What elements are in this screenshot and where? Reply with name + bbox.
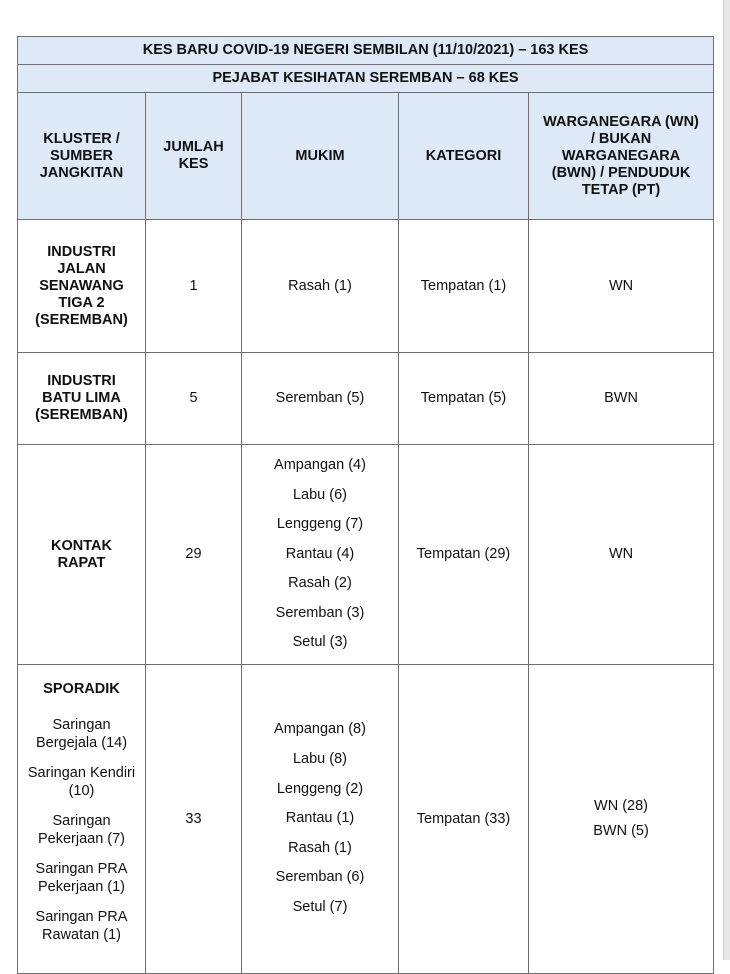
- table-row: [18, 445, 714, 665]
- mukim-item: Seremban (6): [275, 869, 365, 886]
- jumlah-cell: 1: [146, 220, 242, 353]
- column-header-row: [18, 93, 714, 220]
- detail-item: Saringan PRA Pekerjaan (1): [35, 861, 128, 895]
- mukim-cell: Seremban (5): [242, 353, 399, 445]
- table-row: [18, 353, 714, 445]
- kluster-title: SPORADIK: [43, 681, 120, 697]
- mukim-item: Rasah (2): [288, 575, 352, 592]
- header-mukim: MUKIM: [242, 93, 399, 220]
- kluster-cell: INDUSTRI BATU LIMA (SEREMBAN): [18, 353, 146, 445]
- header-kluster: KLUSTER / SUMBER JANGKITAN: [18, 93, 146, 220]
- jumlah-cell: 5: [146, 353, 242, 445]
- mukim-cell: Rasah (1): [242, 220, 399, 353]
- detail-item: Saringan PRA Rawatan (1): [35, 909, 128, 943]
- detail-item: Saringan Kendiri (10): [27, 765, 136, 799]
- report-title: KES BARU COVID-19 NEGERI SEMBILAN (11/10/2021) – 163 KES: [18, 37, 714, 65]
- mukim-item: Seremban (3): [275, 604, 365, 621]
- warganegara-cell: [529, 665, 714, 974]
- mukim-item: Rantau (1): [285, 810, 355, 827]
- table-row: [18, 665, 714, 974]
- mukim-item: Rasah (1): [288, 839, 352, 856]
- mukim-item: Ampangan (8): [274, 721, 366, 738]
- subtitle-row: [18, 65, 714, 93]
- sporadik-details: [26, 716, 137, 944]
- kluster-cell: KONTAK RAPAT: [18, 445, 146, 665]
- mukim-item: Ampangan (4): [274, 456, 366, 473]
- mukim-item: Labu (8): [292, 751, 347, 768]
- header-jumlah: JUMLAH KES: [146, 93, 242, 220]
- mukim-item: Rantau (4): [285, 545, 355, 562]
- mukim-item: Setul (7): [292, 898, 348, 915]
- mukim-item: Lenggeng (7): [276, 516, 364, 533]
- mukim-cell: [242, 665, 399, 974]
- mukim-item: Setul (3): [292, 634, 348, 651]
- table-row: [18, 220, 714, 353]
- page-edge: [723, 0, 730, 960]
- warganegara-cell: WN: [529, 445, 714, 665]
- warganegara-cell: BWN: [529, 353, 714, 445]
- detail-item: Saringan Pekerjaan (7): [37, 813, 126, 847]
- header-warganegara: WARGANEGARA (WN) / BUKAN WARGANEGARA (BWN) / PENDUDUK TETAP (PT): [529, 93, 714, 220]
- detail-item: Saringan Bergejala (14): [35, 717, 128, 751]
- kategori-cell: Tempatan (1): [399, 220, 529, 353]
- title-row: [18, 37, 714, 65]
- kluster-cell: INDUSTRI JALAN SENAWANG TIGA 2 (SEREMBAN): [18, 220, 146, 353]
- warganegara-item: WN (28): [594, 798, 649, 814]
- kluster-cell: [18, 665, 146, 974]
- warganegara-cell: WN: [529, 220, 714, 353]
- mukim-cell: [242, 445, 399, 665]
- mukim-item: Labu (6): [292, 486, 347, 503]
- jumlah-cell: 33: [146, 665, 242, 974]
- warganegara-item: BWN (5): [593, 823, 649, 839]
- report-subtitle: PEJABAT KESIHATAN SEREMBAN – 68 KES: [18, 65, 714, 93]
- mukim-item: Lenggeng (2): [276, 780, 364, 797]
- jumlah-cell: 29: [146, 445, 242, 665]
- kategori-cell: Tempatan (29): [399, 445, 529, 665]
- header-kategori: KATEGORI: [399, 93, 529, 220]
- covid-cases-table: [17, 36, 714, 974]
- kategori-cell: Tempatan (33): [399, 665, 529, 974]
- kategori-cell: Tempatan (5): [399, 353, 529, 445]
